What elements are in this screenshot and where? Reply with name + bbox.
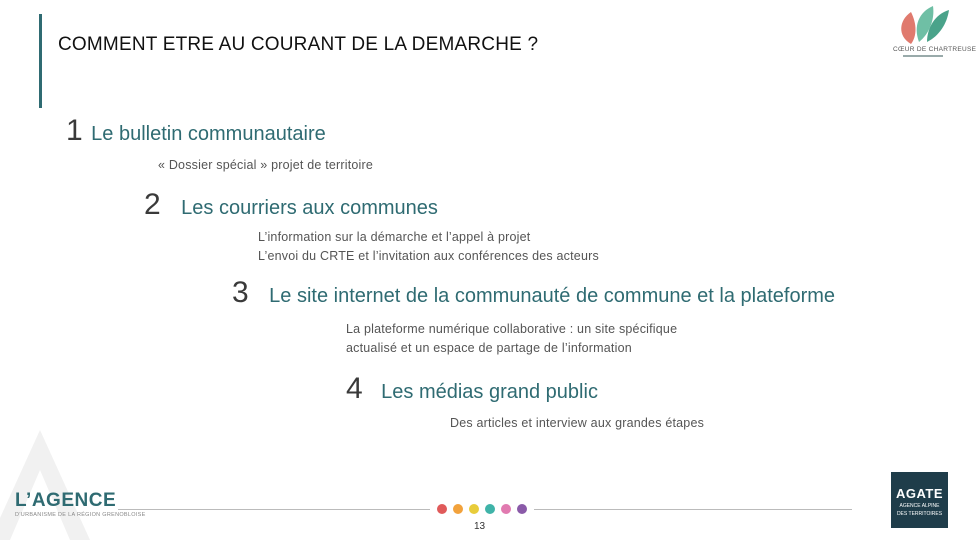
detail-line: L’envoi du CRTE et l’invitation aux conférences des acteurs <box>258 249 599 263</box>
color-dot <box>469 504 479 514</box>
detail-line: actualisé et un espace de partage de l’information <box>346 341 632 355</box>
list-item-1 <box>66 114 326 148</box>
color-dot <box>437 504 447 514</box>
logo-text: CŒUR DE CHARTREUSE <box>893 46 976 53</box>
detail-line: Des articles et interview aux grandes étapes <box>450 416 705 430</box>
item-1-details <box>158 156 373 175</box>
color-dots <box>437 504 527 514</box>
agence-logo <box>15 490 146 518</box>
watermark-triangle-icon <box>0 430 90 540</box>
item-number: 4 <box>346 372 363 405</box>
item-heading: Le site internet de la communauté de commune et la plateforme <box>269 285 836 307</box>
page-title: COMMENT ETRE AU COURANT DE LA DEMARCHE ? <box>58 34 539 55</box>
page-number: 13 <box>474 521 486 532</box>
title-accent-bar <box>39 14 42 108</box>
agate-logo-tagline-2: DES TERRITOIRES <box>896 511 943 517</box>
agence-logo-tagline: D’URBANISME DE LA RÉGION GRENOBLOISE <box>15 512 146 518</box>
item-number: 1 <box>66 114 83 147</box>
detail-line: L’information sur la démarche et l’appel à projet <box>258 230 531 244</box>
agate-logo <box>891 472 948 528</box>
footer-divider-right <box>534 509 852 510</box>
agate-logo-name: AGATE <box>895 486 944 501</box>
leaf-logo-icon <box>893 2 953 46</box>
agate-logo-tagline-1: AGENCE ALPINE <box>899 503 940 509</box>
detail-line: La plateforme numérique collaborative : un site spécifique <box>346 322 678 336</box>
item-heading: Le bulletin communautaire <box>91 123 326 145</box>
item-number: 2 <box>144 188 161 221</box>
list-item-2 <box>144 188 438 222</box>
list-item-4 <box>346 372 598 406</box>
footer-divider-left <box>118 509 430 510</box>
coeur-de-chartreuse-logo <box>893 2 976 64</box>
item-3-details <box>346 320 677 358</box>
color-dot <box>453 504 463 514</box>
item-heading: Les courriers aux communes <box>181 197 438 219</box>
color-dot <box>485 504 495 514</box>
item-number: 3 <box>232 276 249 309</box>
item-heading: Les médias grand public <box>381 381 598 403</box>
color-dot <box>517 504 527 514</box>
list-item-3 <box>232 276 835 310</box>
agence-logo-name: L’AGENCE <box>15 490 117 511</box>
item-2-details <box>258 228 599 266</box>
logo-underline <box>903 55 943 57</box>
item-4-details <box>450 414 704 433</box>
detail-line: « Dossier spécial » projet de territoire <box>158 158 374 172</box>
color-dot <box>501 504 511 514</box>
